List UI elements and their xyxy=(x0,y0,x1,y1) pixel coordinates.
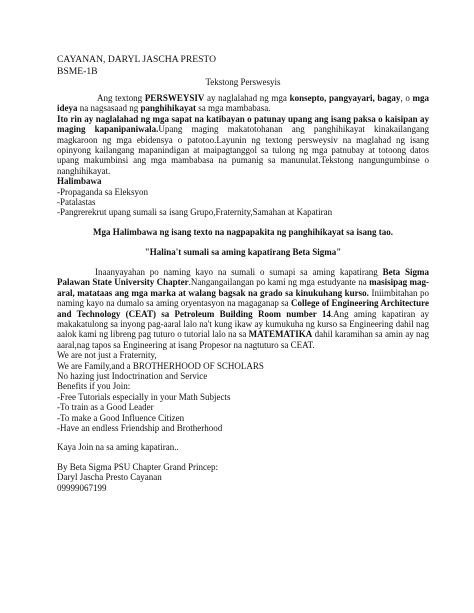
benefit-item: -Free Tutorials especially in your Math Subjects xyxy=(57,391,231,402)
benefit-item: -To train as a Good Leader xyxy=(57,402,154,413)
example-item: -Propaganda sa Eleksyon xyxy=(57,186,148,197)
motto-line: We are Family,and a BROTHERHOOD OF SCHOLARS xyxy=(57,360,264,371)
quote-title: "Halina't sumali sa aming kapatirang Beta Sigma" xyxy=(144,246,342,257)
spacer xyxy=(57,218,429,227)
document-title: Tekstong Perswesyis xyxy=(205,77,281,87)
text-run: Ang textong xyxy=(97,93,145,103)
text-run: .Ang aming kapatiran ay makakatulong sa inyong pag-aaral lalo na't kung ikaw ay kumukuha ng kurso sa Engineering dahil nag aalok kami ng libreng pag tuturo o tutorial lalo na sa xyxy=(57,308,429,340)
section-title: Mga Halimbawa ng isang texto na nagpapakita ng panghihikayat sa isang tao. xyxy=(92,226,394,237)
text-run: .Nangangailangan po kami ng mga estudyante na xyxy=(188,277,370,288)
motto-line: No hazing just Indoctrination and Service xyxy=(57,370,208,381)
closing-line: Kaya Join na sa aming kapatiran.. xyxy=(57,442,179,453)
bold-run: Beta Sigma Palawan State University Chapter xyxy=(57,266,429,288)
signature-line: Daryl Jascha Presto Cayanan xyxy=(57,472,162,483)
course-section: BSME-1B xyxy=(57,65,98,77)
example-item: -Pangrerekrut upang sumali sa isang Grupo,Fraternity,Samahan at Kapatiran xyxy=(57,207,333,218)
text-run: ay naglalahad ng mga xyxy=(204,93,290,103)
bold-run: panghihikayat xyxy=(140,103,197,114)
spacer xyxy=(57,453,429,462)
text-run: Upang maging makatotohanan ang panghihikayat kinakailangang magkaroon ng mga ebidensya o patotoo.Layunin ng textong persweysiv na maglahad ng isang opinyong kailangang mapanindigan at maipagtanggol sa tulong ng mga patnubay at totoong datos upang makumbinsi ang mga mambabasa na pumanig sa manunulat.Tekstong nangungumbinse o nanghihikayat. xyxy=(57,124,430,176)
text-run: Inaanyayahan po naming kayo na sumali o sumapi sa aming kapatirang xyxy=(95,266,383,277)
bold-run: Ito rin ay naglalahad ng mga sapat na katibayan o patunay upang ang isang paksa o kaisipan ay maging kapanipaniwala. xyxy=(57,113,429,135)
benefit-item: -Have an endless Friendship and Brotherhood xyxy=(57,422,223,433)
bold-run: mga ideya xyxy=(57,93,429,114)
text-run: , o xyxy=(400,93,413,103)
bold-run: College of Engineering Architecture and Technology (CEAT) sa Petroleum Building Room number 14 xyxy=(57,298,429,319)
text-run: dahil karamihan sa amin ay nag aaral,nag tapos sa Engineering at isang Propesor na nagtuturo sa CEAT. xyxy=(57,329,430,350)
intro-paragraph-1 xyxy=(57,93,429,114)
invitation-paragraph xyxy=(57,267,429,350)
benefits-heading: Benefits if you Join: xyxy=(57,381,131,392)
examples-heading: Halimbawa xyxy=(57,176,102,187)
benefit-item: -To make a Good Influence Citizen xyxy=(57,412,185,423)
spacer xyxy=(57,433,429,442)
spacer xyxy=(57,258,429,267)
text-run: Iniimbitahan po naming kayo na dumalo sa aming oryentasyon na magaganap sa xyxy=(57,287,429,309)
bold-run: MATEMATIKA xyxy=(248,329,313,340)
bold-run: masisipag mag-aral, matataas ang mga marka at walang bagsak na grado sa kinukuhang kurso. xyxy=(57,277,429,298)
motto-line: We are not just a Fraternity, xyxy=(57,350,157,361)
spacer xyxy=(57,238,429,247)
bold-run: PERSWEYSIV xyxy=(144,93,205,103)
signature-line: 09999067199 xyxy=(57,482,107,493)
text-run: sa mga mambabasa. xyxy=(196,103,271,114)
author-name: CAYANAN, DARYL JASCHA PRESTO xyxy=(57,54,217,65)
bold-run: konsepto, pangyayari, bagay xyxy=(289,93,401,103)
document-body xyxy=(57,54,429,493)
signature-line: By Beta Sigma PSU Chapter Grand Princep: xyxy=(57,461,218,472)
text-run: na nagsasaad ng xyxy=(77,103,141,114)
example-item: -Patalastas xyxy=(57,197,96,208)
intro-paragraph-2 xyxy=(57,114,429,176)
